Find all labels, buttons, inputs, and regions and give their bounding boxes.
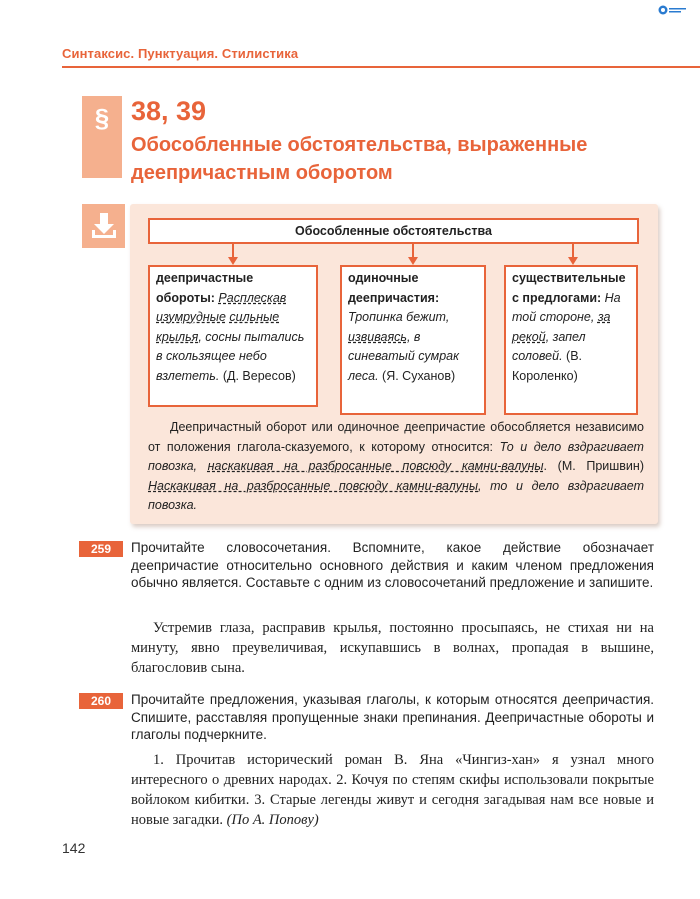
- section-number: 38, 39: [131, 96, 207, 126]
- exercise-text: Устремив глаза, расправив крылья, постоянно просыпаясь, не стихая ни на минуту, явно преувеличивая, искупавшись в волнах, пропадая в вышине, благословив сына.: [131, 620, 654, 676]
- theory-heading: Обособленные обстоятельства: [295, 224, 492, 238]
- exercise-sentences: 1. Прочитав исторический роман В. Яна «Чингиз-хан» я узнал много интересного о древних народах. 2. Кочуя по степям скифы использовали покрытые войлоком кибитки. 3. Старые легенды живут и сегодня загадывая нам все новые и новые загадки.: [131, 752, 654, 828]
- example-part: за рекой: [512, 310, 611, 344]
- author: (Я. Суханов): [382, 368, 456, 383]
- rule-example: наскакивая на разбросанные повсюду камни-валуны: [207, 459, 544, 473]
- rule-example: То и дело вздрагивает повозка,: [148, 439, 644, 473]
- example-part: сильные: [229, 310, 280, 324]
- section-tab: [82, 96, 122, 178]
- rule-author: . (М. Пришвин): [543, 459, 644, 473]
- diagram-arrows: [148, 244, 639, 266]
- rule-example: Наскакивая на разбросанные повсюду камни-валуны: [148, 478, 479, 493]
- term: существительные с предлогами:: [512, 271, 626, 305]
- exercise-source: (По А. Попову): [226, 812, 319, 828]
- participle-phrases-box: [148, 265, 318, 407]
- example-part: извиваясь: [348, 329, 407, 344]
- single-participles-box: [340, 265, 486, 415]
- exercise-text: [131, 750, 654, 830]
- download-icon: [89, 211, 119, 241]
- exercise-task: Прочитайте предложения, указывая глаголы, к которым относятся деепричастия. Спишите, расставляя пропущенные знаки препинания. Деепричастные обороты и глаголы подчеркните.: [131, 692, 654, 742]
- header-divider: [62, 66, 700, 68]
- download-tab[interactable]: [82, 204, 125, 248]
- term: деепричастные обороты:: [156, 271, 254, 305]
- example-part: Расплескав: [218, 290, 287, 305]
- rule-example: , то и дело вздрагивает повозка.: [148, 478, 644, 512]
- exercise-task: Прочитайте словосочетания. Вспомните, какое действие обозначает деепричастие относительно основного действия и каким членом предложения обычно является. Составьте с одним из словосочетаний предложение и запишите.: [131, 540, 654, 590]
- theory-rule: [148, 418, 644, 516]
- example-part: На той стороне,: [512, 290, 621, 324]
- nouns-with-prepositions-box: [504, 265, 638, 415]
- exercise-number-badge: 259: [79, 541, 123, 557]
- example-part: изумрудные: [156, 310, 226, 324]
- example-part: , в синеватый сумрак леса.: [348, 329, 460, 383]
- theory-heading-box: [148, 218, 639, 244]
- rule-text: Деепричастный оборот или одиночное деепричастие обособляется независимо от положения глагола-сказуемого, к которому относится:: [148, 420, 644, 454]
- example-part: Тропинка бежит,: [348, 310, 450, 324]
- publisher-logo-icon: [658, 3, 688, 17]
- example-part: , сосны пытались в скользящее небо взлететь.: [156, 329, 305, 383]
- page-number: 142: [62, 840, 86, 856]
- section-title: Обособленные обстоятельства, выраженные деепричастным оборотом: [131, 134, 588, 184]
- example-part: , запел соловей.: [512, 329, 586, 363]
- section-symbol: §: [94, 103, 110, 133]
- author: (В. Короленко): [512, 349, 583, 383]
- exercise-number-badge: 260: [79, 693, 123, 709]
- example-part: крылья: [156, 329, 199, 344]
- term: одиночные деепричастия:: [348, 271, 440, 305]
- running-title: Синтаксис. Пунктуация. Стилистика: [62, 46, 299, 61]
- author: (Д. Вересов): [222, 368, 296, 383]
